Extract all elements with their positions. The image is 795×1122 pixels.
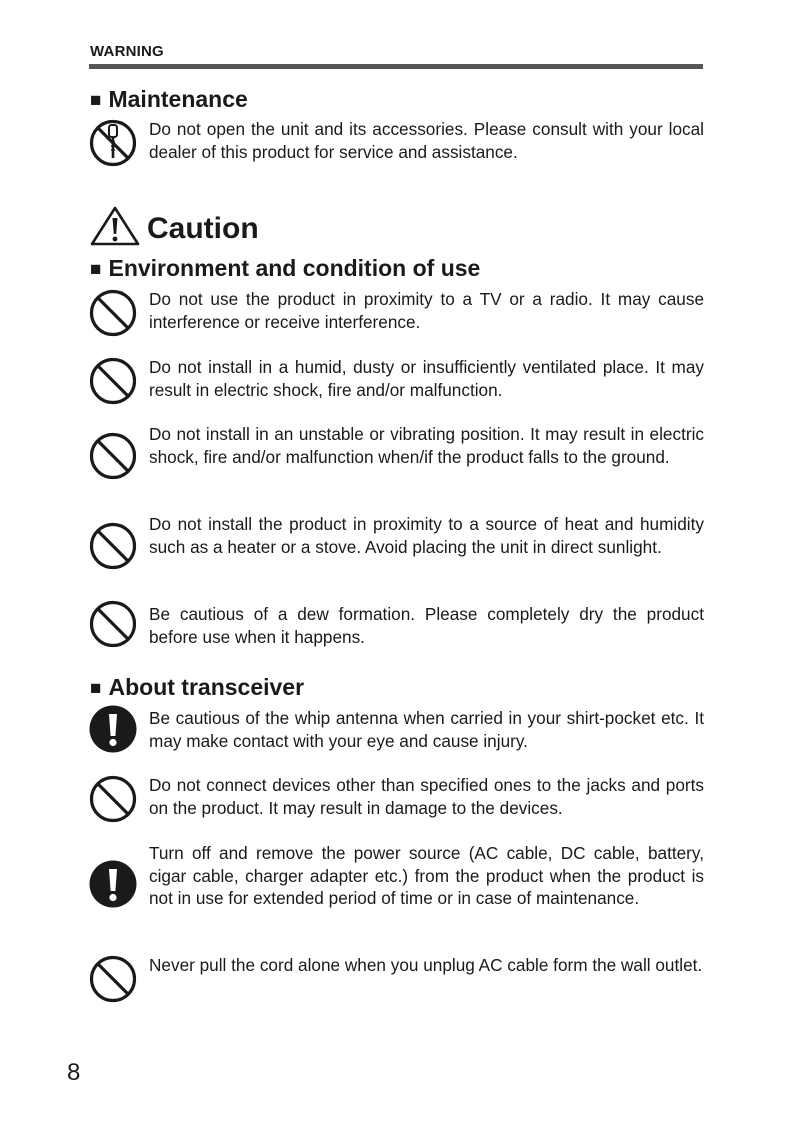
- page-header: WARNING: [90, 43, 164, 60]
- heading-marker: ■: [90, 678, 102, 699]
- transceiver-text: Do not connect devices other than specified ones to the jacks and ports on the product. It may result in damage to the devices.: [149, 775, 704, 818]
- environment-text: Do not install in a humid, dusty or insufficiently ventilated place. It may result in electric shock, fire and/or malfunction.: [149, 357, 704, 400]
- environment-text: Do not use the product in proximity to a TV or a radio. It may cause interference or receive interference.: [149, 289, 704, 332]
- transceiver-text: Be cautious of the whip antenna when carried in your shirt-pocket etc. It may make contact with your eye and cause injury.: [149, 708, 704, 751]
- transceiver-heading: [90, 673, 304, 704]
- maintenance-item: [88, 118, 704, 163]
- caution-title: Caution: [147, 212, 259, 245]
- no-disassembly-icon: [88, 118, 138, 168]
- transceiver-item: [88, 842, 704, 910]
- environment-text: Do not install in an unstable or vibrating position. It may result in electric shock, fire and/or malfunction when/if the product falls to the ground.: [149, 424, 704, 467]
- environment-item: [88, 356, 704, 401]
- transceiver-item: [88, 774, 704, 819]
- header-rule: [89, 64, 703, 69]
- prohibited-icon: [88, 288, 138, 338]
- transceiver-text: Never pull the cord alone when you unplug AC cable form the wall outlet.: [149, 955, 703, 975]
- mandatory-exclamation-icon: [88, 859, 138, 909]
- environment-text: Be cautious of a dew formation. Please completely dry the product before use when it happens.: [149, 604, 704, 647]
- environment-heading-text: Environment and condition of use: [108, 255, 481, 281]
- transceiver-item: [88, 954, 704, 977]
- heading-marker: ■: [90, 259, 102, 280]
- transceiver-heading-text: About transceiver: [108, 674, 305, 700]
- prohibited-icon: [88, 954, 138, 1004]
- maintenance-heading: [90, 85, 248, 116]
- environment-item: [88, 288, 704, 333]
- environment-item: [88, 513, 704, 558]
- warning-triangle-icon: [89, 205, 141, 247]
- maintenance-heading-text: Maintenance: [108, 86, 248, 112]
- transceiver-item: [88, 707, 704, 752]
- prohibited-icon: [88, 774, 138, 824]
- environment-text: Do not install the product in proximity to a source of heat and humidity such as a heater or a stove. Avoid placing the unit in direct sunlight.: [149, 514, 704, 557]
- environment-item: [88, 423, 704, 468]
- transceiver-text: Turn off and remove the power source (AC cable, DC cable, battery, cigar cable, charger adapter etc.) from the product when the product is not in use for extended period of time or in case of maintenance.: [149, 843, 704, 909]
- prohibited-icon: [88, 431, 138, 481]
- prohibited-icon: [88, 521, 138, 571]
- heading-marker: ■: [90, 90, 102, 111]
- prohibited-icon: [88, 356, 138, 406]
- prohibited-icon: [88, 599, 138, 649]
- maintenance-text: Do not open the unit and its accessories. Please consult with your local dealer of this product for service and assistance.: [149, 119, 704, 162]
- page-number: 8: [67, 1059, 81, 1086]
- environment-item: [88, 603, 704, 648]
- caution-banner: [89, 205, 259, 247]
- mandatory-exclamation-icon: [88, 704, 138, 754]
- environment-heading: [90, 254, 480, 285]
